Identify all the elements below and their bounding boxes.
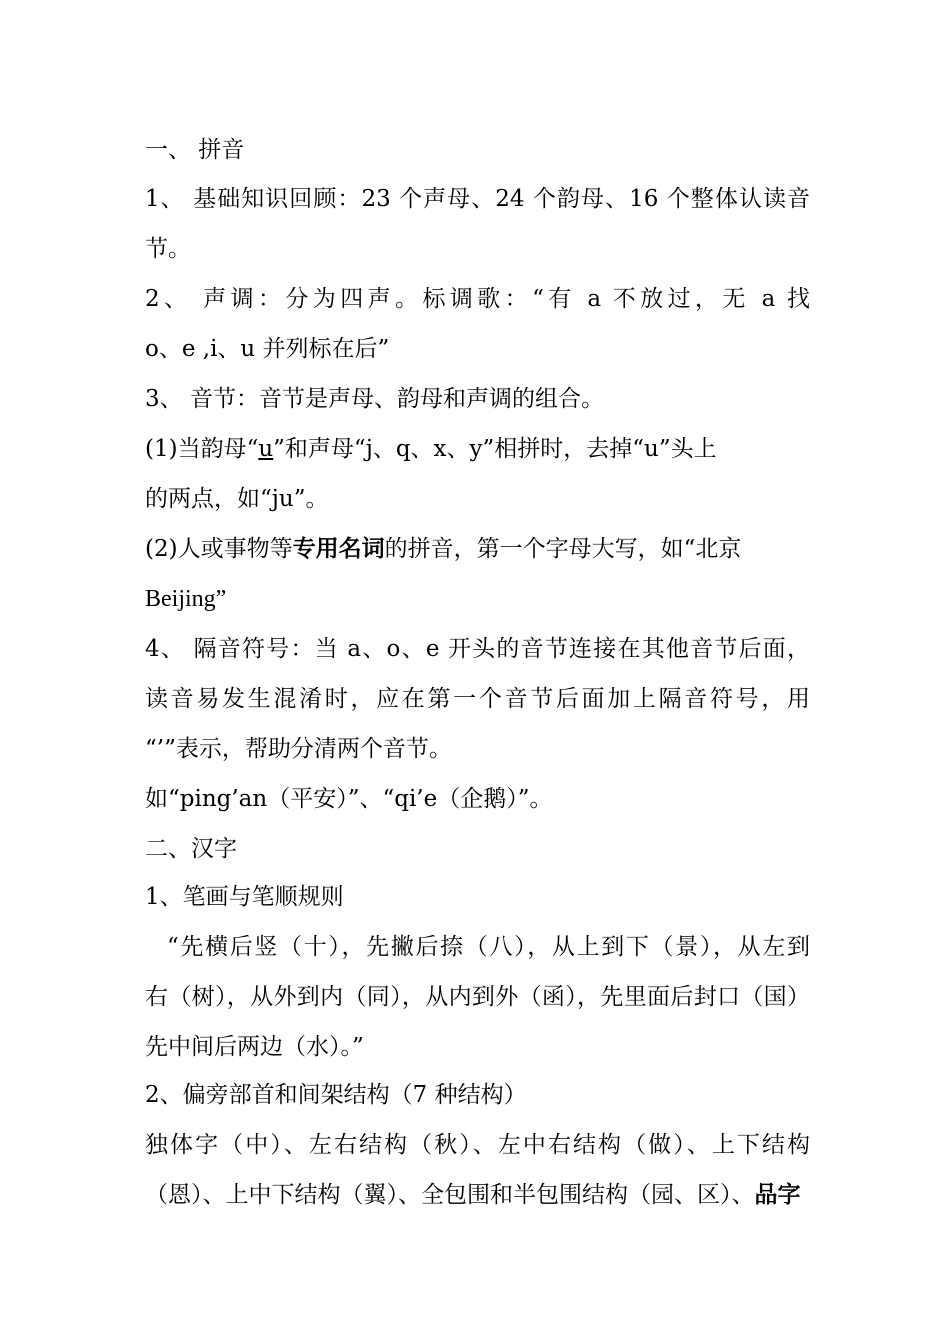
rule1-underlined-u: u [258, 436, 274, 462]
pinyin-rule2-line1 [145, 534, 810, 564]
rule1-text-pre: (1)当韵母“ [145, 436, 259, 462]
pinyin-item1-line1: 1、 基础知识回顾：23 个声母、24 个韵母、16 个整体认读音 [145, 186, 810, 212]
pinyin-item3-line1: 3、 音节：音节是声母、韵母和声调的组合。 [145, 386, 604, 412]
pinyin-item4-line1: 4、 隔音符号：当 a、o、e 开头的音节连接在其他音节后面， [145, 636, 810, 662]
section-heading-pinyin: 一、 拼音 [145, 137, 245, 163]
section-heading-hanzi: 二、汉字 [145, 836, 237, 862]
hanzi-item2-line2 [145, 1180, 810, 1210]
hanzi-item2-title: 2、偏旁部首和间架结构（7 种结构） [145, 1082, 527, 1108]
hanzi-item1-line1: “先横后竖（十），先撇后捺（八），从上到下（景），从左到 [167, 934, 810, 960]
rule1-text-post: ”和声母“j、q、x、y”相拼时，去掉“u”头上 [273, 436, 717, 462]
pinyin-item2-line2: o、e ,i、u 并列标在后” [145, 336, 390, 362]
hanzi-item2-line1: 独体字（中）、左右结构（秋）、左中右结构（做）、上下结构 [145, 1132, 810, 1158]
rule2-text-post: 的拼音，第一个字母大写，如“北京 [384, 536, 742, 562]
hanzi-item2-line2-text: （恩）、上中下结构（翼）、全包围和半包围结构（园、区）、 [145, 1182, 755, 1208]
pinyin-rule2-line2: Beijing” [145, 586, 227, 612]
pinyin-item4-line2: 读音易发生混淆时，应在第一个音节后面加上隔音符号，用 [145, 686, 810, 712]
rule2-text-pre: (2)人或事物等 [145, 536, 293, 562]
hanzi-item2-line2-bold: 品字 [754, 1181, 801, 1208]
rule2-bold-term: 专用名词 [292, 535, 385, 562]
hanzi-item1-line3: 先中间后两边（水）。” [145, 1034, 364, 1060]
hanzi-item1-title: 1、笔画与笔顺规则 [145, 884, 344, 910]
pinyin-rule1-line1 [145, 434, 810, 464]
pinyin-item4-example: 如“ping’an（平安）”、“qi’e（企鹅）”。 [145, 786, 553, 812]
pinyin-item1-line2: 节。 [145, 236, 191, 262]
pinyin-item4-line3: “’”表示，帮助分清两个音节。 [145, 736, 452, 762]
pinyin-item2-line1: 2、 声调：分为四声。标调歌：“有 a 不放过，无 a 找 [145, 286, 810, 312]
hanzi-item1-line2: 右（树），从外到内（同），从内到外（函），先里面后封口（国） [145, 984, 810, 1010]
pinyin-rule1-line2: 的两点，如“ju”。 [145, 486, 329, 512]
